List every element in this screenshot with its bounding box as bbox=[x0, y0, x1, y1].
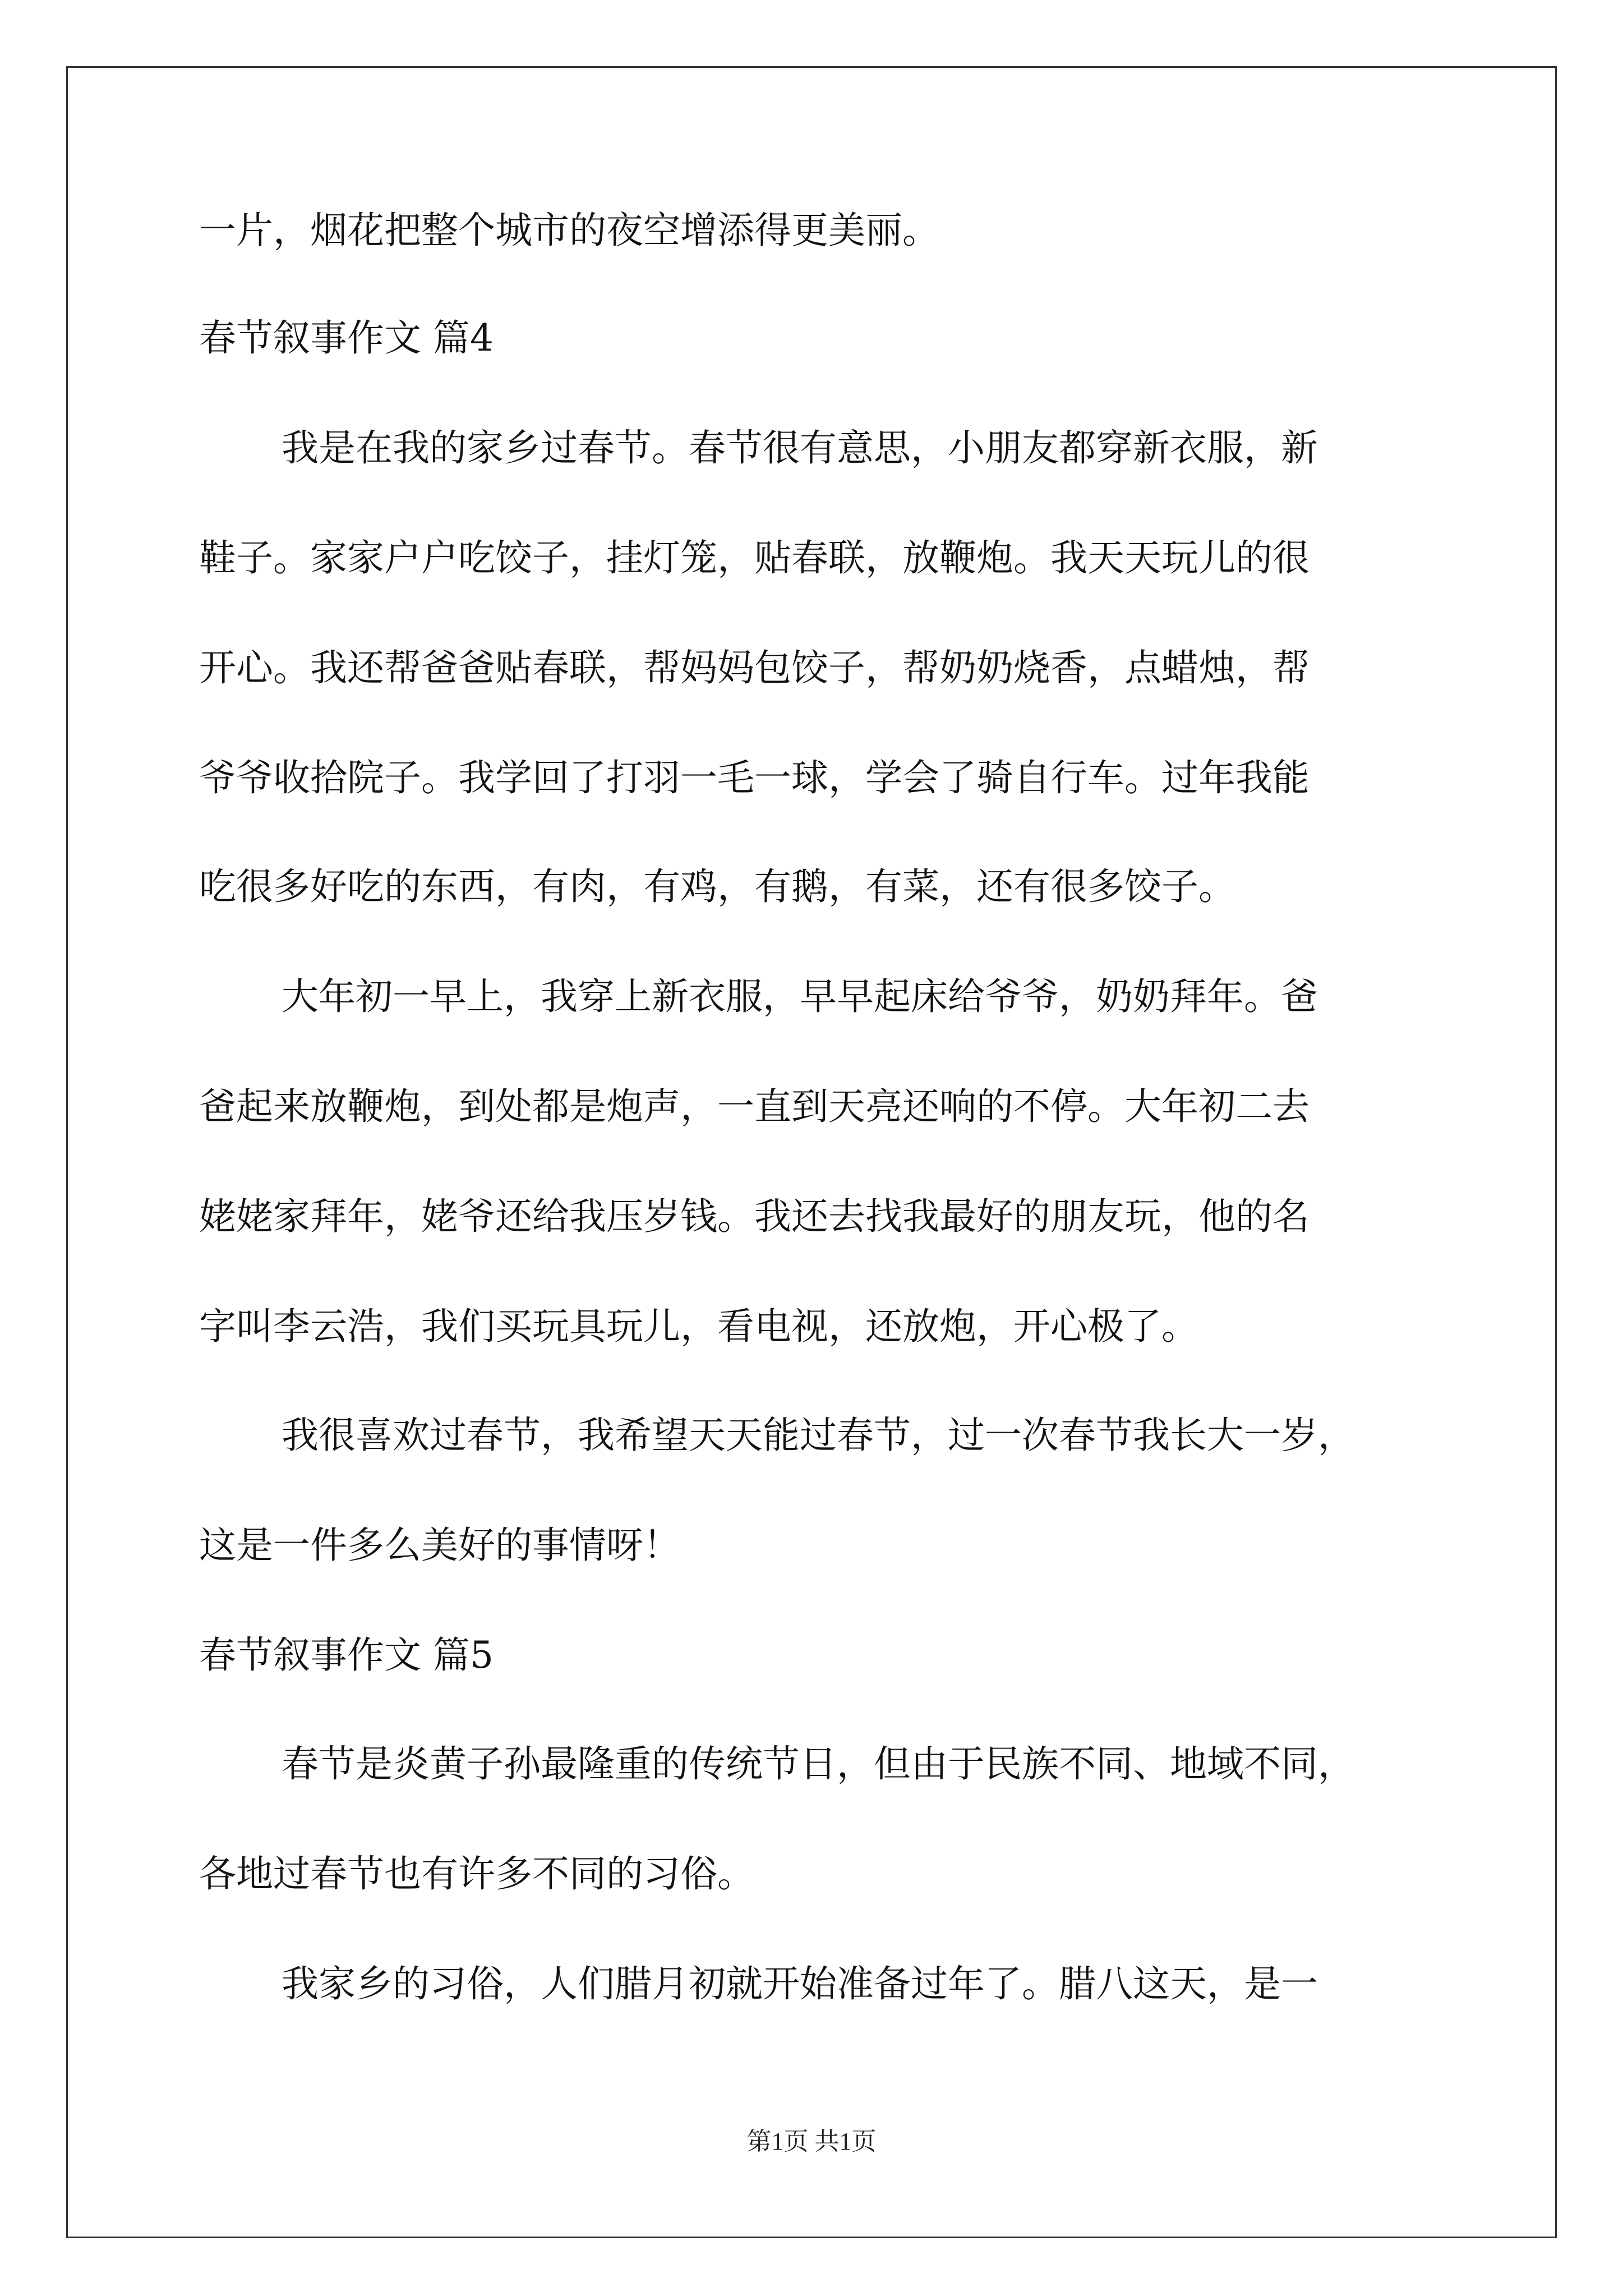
paragraph-line: 开心。我还帮爸爸贴春联，帮妈妈包饺子，帮奶奶烧香，点蜡烛，帮 bbox=[199, 646, 1310, 689]
paragraph-line: 这是一件多么美好的事情呀！ bbox=[199, 1524, 680, 1567]
paragraph-line: 我家乡的习俗，人们腊月初就开始准备过年了。腊八这天，是一 bbox=[282, 1962, 1318, 2005]
paragraph-line: 姥姥家拜年，姥爷还给我压岁钱。我还去找我最好的朋友玩，他的名 bbox=[199, 1195, 1310, 1238]
page-border bbox=[66, 66, 1557, 2238]
paragraph-line: 爷爷收拾院子。我学回了打羽一毛一球，学会了骑自行车。过年我能 bbox=[199, 756, 1310, 799]
paragraph-line: 鞋子。家家户户吃饺子，挂灯笼，贴春联，放鞭炮。我天天玩儿的很 bbox=[199, 536, 1310, 579]
paragraph-line: 吃很多好吃的东西，有肉，有鸡，有鹅，有菜，还有很多饺子。 bbox=[199, 865, 1235, 908]
paragraph-line: 春节是炎黄子孙最隆重的传统节日，但由于民族不同、地域不同， bbox=[282, 1742, 1355, 1786]
paragraph-line: 一片，烟花把整个城市的夜空增添得更美丽。 bbox=[199, 209, 939, 252]
section-heading-5: 春节叙事作文 篇5 bbox=[199, 1634, 494, 1677]
section-heading-4: 春节叙事作文 篇4 bbox=[199, 316, 494, 360]
paragraph-line: 爸起来放鞭炮，到处都是炮声，一直到天亮还响的不停。大年初二去 bbox=[199, 1085, 1310, 1128]
paragraph-line: 我是在我的家乡过春节。春节很有意思，小朋友都穿新衣服，新 bbox=[282, 426, 1318, 470]
paragraph-line: 各地过春节也有许多不同的习俗。 bbox=[199, 1852, 754, 1895]
page-footer: 第1页 共1页 bbox=[746, 2128, 877, 2155]
paragraph-line: 大年初一早上，我穿上新衣服，早早起床给爷爷，奶奶拜年。爸 bbox=[282, 975, 1318, 1018]
paragraph-line: 字叫李云浩，我们买玩具玩儿，看电视，还放炮，开心极了。 bbox=[199, 1305, 1198, 1348]
paragraph-line: 我很喜欢过春节，我希望天天能过春节，过一次春节我长大一岁， bbox=[282, 1414, 1355, 1457]
